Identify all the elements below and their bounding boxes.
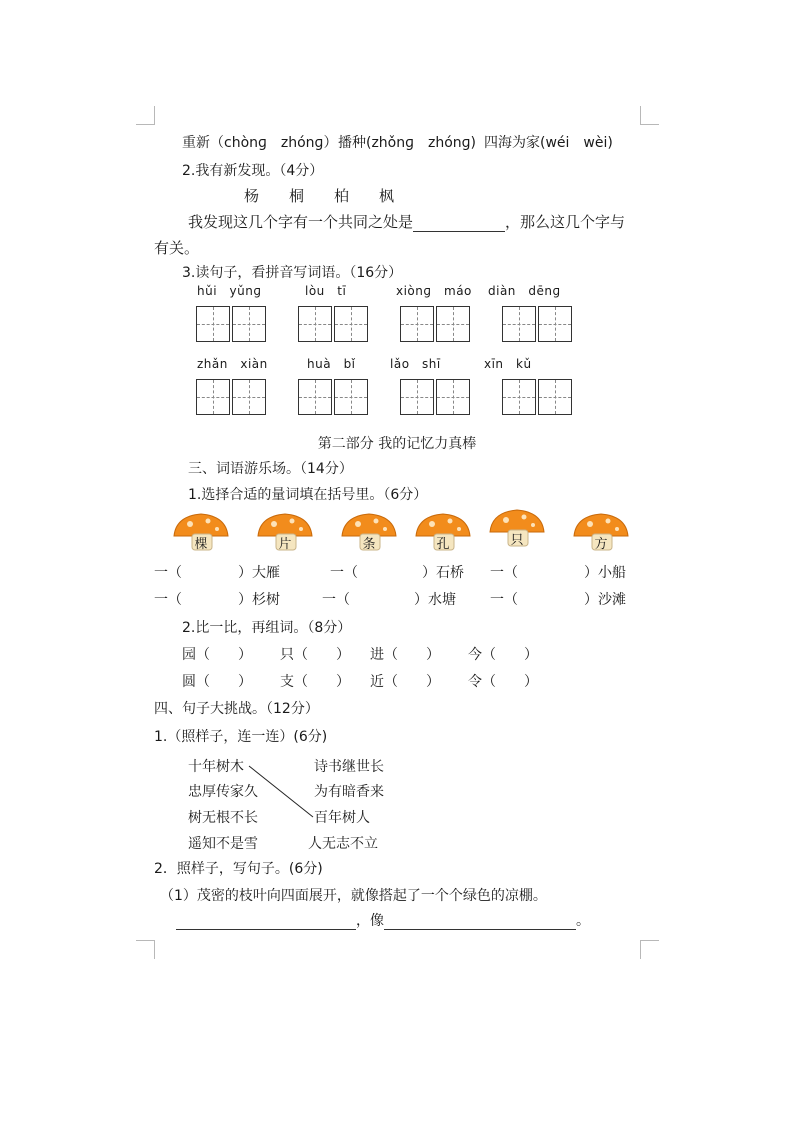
match-left-3[interactable]: 树无根不长 bbox=[188, 810, 258, 826]
sentence-blank-2[interactable] bbox=[384, 913, 576, 930]
fill-close: ）杉树 bbox=[238, 592, 280, 608]
fill-close: ）小船 bbox=[584, 565, 626, 581]
sentence-fill-end: 。 bbox=[576, 913, 590, 929]
fill-close: ）石桥 bbox=[422, 565, 464, 581]
q2-sentence-part-a: 我发现这几个字有一个共同之处是 bbox=[188, 213, 414, 231]
fill-open: 一（ bbox=[322, 592, 350, 608]
match-left-4[interactable]: 遥知不是雪 bbox=[188, 836, 258, 852]
q3-title: 3.读句子，看拼音写词语。（16分） bbox=[182, 265, 403, 281]
fill-close: ）沙滩 bbox=[584, 592, 626, 608]
section4-q1-title: 1.（照样子，连一连）(6分) bbox=[154, 729, 328, 745]
q2-sentence-part-b: ，那么这几个字与 bbox=[505, 213, 626, 231]
match-right-4[interactable]: 人无志不立 bbox=[308, 836, 378, 852]
pinyin-1-1: hǔi yǔnɡ bbox=[197, 284, 262, 298]
compare-item: 圆（ ） bbox=[182, 674, 252, 690]
measure-word-label: 条 bbox=[362, 537, 376, 552]
pinyin-2-1: zhǎn xiàn bbox=[197, 357, 268, 371]
compare-item: 进（ ） bbox=[370, 647, 440, 663]
pinyin-1-2: lòu tī bbox=[305, 284, 347, 298]
pinyin-1-3: xiònɡ máo bbox=[396, 284, 472, 298]
measure-word-label: 只 bbox=[510, 533, 524, 548]
q2-title: 2.我有新发现。（4分） bbox=[182, 163, 324, 179]
fill-close: ）水塘 bbox=[414, 592, 456, 608]
section3-title: 三、词语游乐场。（14分） bbox=[188, 461, 353, 477]
compare-item: 今（ ） bbox=[468, 647, 538, 663]
pinyin-2-2: huà bǐ bbox=[307, 357, 356, 371]
sentence-fill-middle: ，像 bbox=[356, 913, 384, 929]
compare-item: 园（ ） bbox=[182, 647, 252, 663]
q2-sentence-end: 有关。 bbox=[154, 239, 200, 257]
compare-item: 令（ ） bbox=[468, 674, 538, 690]
section4-q2-title: 2．照样子，写句子。(6分) bbox=[154, 861, 323, 877]
compare-item: 近（ ） bbox=[370, 674, 440, 690]
compare-item: 只（ ） bbox=[280, 647, 350, 663]
compare-item: 支（ ） bbox=[280, 674, 350, 690]
fill-open: 一（ bbox=[490, 565, 518, 581]
polyphone-item-2: 播种(zhǒnɡ zhónɡ) bbox=[338, 135, 477, 151]
match-right-1[interactable]: 诗书继世长 bbox=[314, 759, 384, 775]
example-sentence: （1）茂密的枝叶向四面展开，就像搭起了一个个绿色的凉棚。 bbox=[160, 888, 547, 904]
fill-open: 一（ bbox=[490, 592, 518, 608]
write-sentence-row bbox=[176, 910, 590, 930]
section4-title: 四、句子大挑战。（12分） bbox=[154, 701, 319, 717]
match-right-2[interactable]: 为有暗香来 bbox=[314, 784, 384, 800]
section3-q2-title: 2.比一比，再组词。（8分） bbox=[182, 620, 352, 636]
match-left-1[interactable]: 十年树木 bbox=[188, 759, 244, 775]
sentence-blank-1[interactable] bbox=[176, 913, 356, 930]
fill-open: 一（ bbox=[330, 565, 358, 581]
pinyin-2-4: xīn kǔ bbox=[484, 357, 532, 371]
match-left-2[interactable]: 忠厚传家久 bbox=[188, 784, 258, 800]
match-right-3[interactable]: 百年树人 bbox=[314, 810, 370, 826]
fill-open: 一（ bbox=[154, 565, 182, 581]
q2-characters: 杨 桐 柏 枫 bbox=[244, 187, 395, 205]
part2-title: 第二部分 我的记忆力真棒 bbox=[317, 436, 477, 452]
pinyin-2-3: lǎo shī bbox=[390, 357, 441, 371]
fill-close: ）大雁 bbox=[238, 565, 280, 581]
section3-q1-title: 1.选择合适的量词填在括号里。（6分） bbox=[188, 487, 428, 503]
measure-word-label: 棵 bbox=[194, 537, 208, 552]
measure-word-label: 片 bbox=[278, 537, 292, 552]
fill-open: 一（ bbox=[154, 592, 182, 608]
pinyin-1-4: diàn dēnɡ bbox=[488, 284, 561, 298]
polyphone-item-3: 四海为家(wéi wèi) bbox=[484, 135, 613, 151]
polyphone-item-1: 重新（chònɡ zhónɡ） bbox=[182, 135, 338, 151]
measure-word-label: 孔 bbox=[436, 537, 450, 552]
measure-word-label: 方 bbox=[594, 537, 608, 552]
